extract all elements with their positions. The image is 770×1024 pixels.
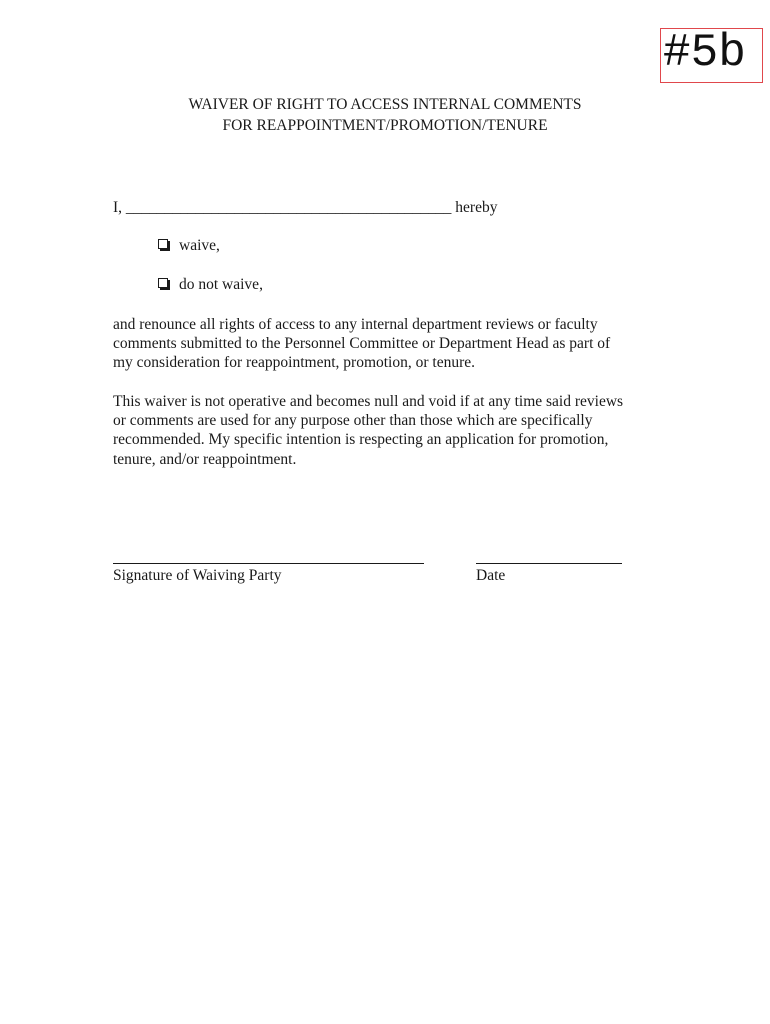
date-label: Date xyxy=(476,567,506,584)
form-number-box xyxy=(660,28,763,83)
option-waive[interactable] xyxy=(158,236,220,256)
option-do-not-waive[interactable] xyxy=(158,275,263,295)
name-blank-field[interactable]: __________________________________________ xyxy=(125,199,452,216)
paragraph-line: This waiver is not operative and becomes null and void if at any time said reviews xyxy=(113,393,624,410)
date-line[interactable] xyxy=(476,563,622,564)
paragraph-line: and renounce all rights of access to any internal department reviews or faculty xyxy=(113,316,598,333)
declaration-line xyxy=(113,198,497,218)
checkbox-icon[interactable] xyxy=(158,278,168,288)
paragraph-line: comments submitted to the Personnel Committee or Department Head as part of xyxy=(113,335,611,352)
declaration-prefix: I, xyxy=(113,199,123,216)
paragraph-line: recommended. My specific intention is respecting an application for promotion, xyxy=(113,431,609,448)
paragraph-line: my consideration for reappointment, promotion, or tenure. xyxy=(113,354,476,371)
checkbox-icon[interactable] xyxy=(158,239,168,249)
title-line-1: WAIVER OF RIGHT TO ACCESS INTERNAL COMMENTS xyxy=(188,96,582,113)
declaration-suffix: hereby xyxy=(455,199,498,216)
signature-label: Signature of Waiving Party xyxy=(113,567,282,584)
paragraph-line: or comments are used for any purpose other than those which are specifically xyxy=(113,412,593,429)
option-do-not-waive-label: do not waive, xyxy=(179,276,263,293)
form-number: #5b xyxy=(663,27,746,79)
signature-line[interactable] xyxy=(113,563,424,564)
title-line-2: FOR REAPPOINTMENT/PROMOTION/TENURE xyxy=(222,117,548,134)
option-waive-label: waive, xyxy=(179,237,220,254)
paragraph-line: tenure, and/or reappointment. xyxy=(113,451,297,468)
